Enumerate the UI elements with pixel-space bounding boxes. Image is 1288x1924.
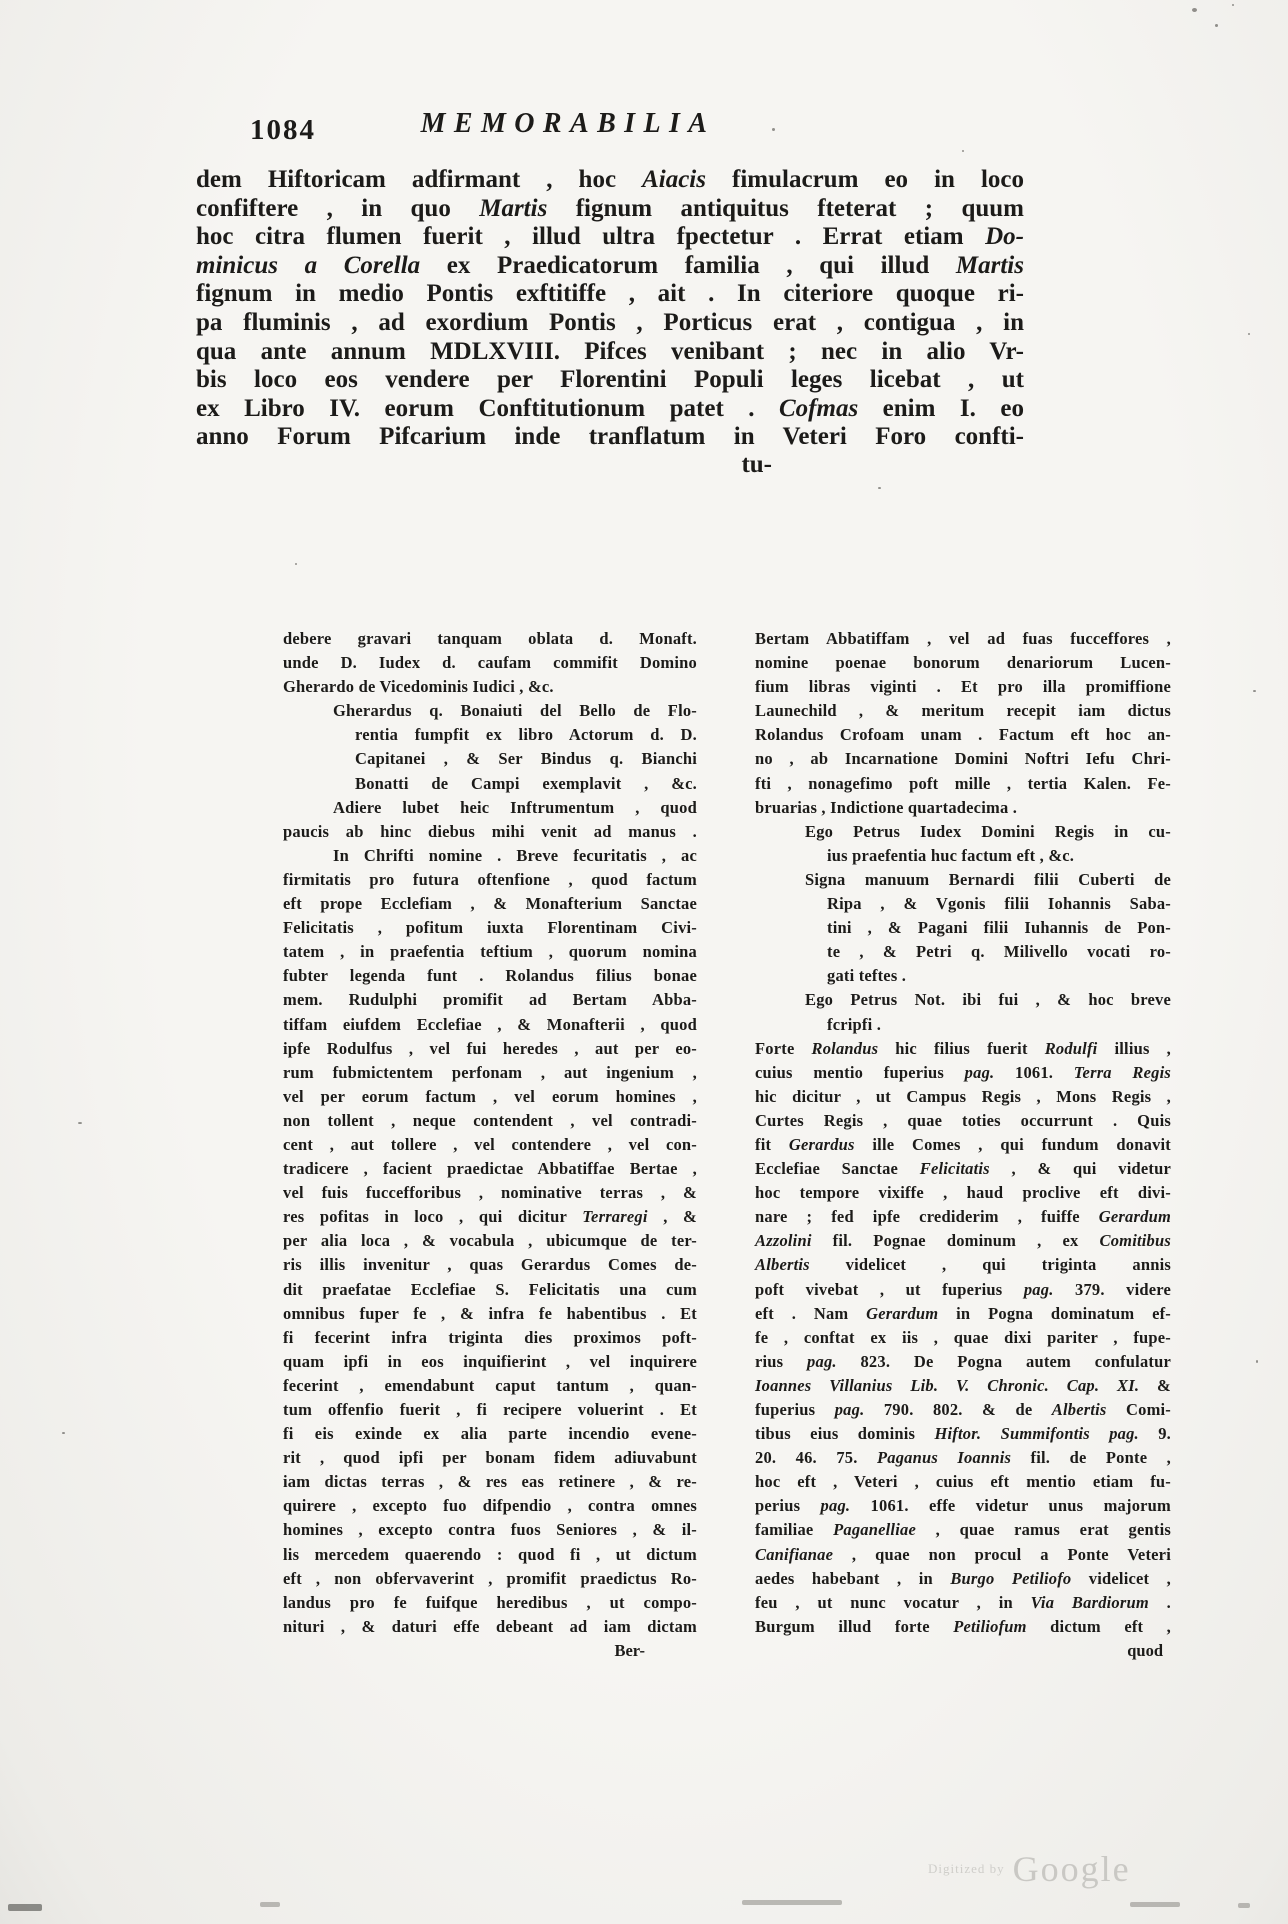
scan-speck	[1248, 333, 1250, 335]
text-line: eft . Nam Gerardum in Pogna dominatum ef-	[755, 1303, 1171, 1323]
text-line: Albertis videlicet , qui triginta annis	[755, 1255, 1171, 1275]
text-line: Ecclefiae Sanctae Felicitatis , & qui videtur	[755, 1159, 1171, 1179]
scan-speck	[78, 1122, 82, 1124]
text-line: quirere , excepto fuo difpendio , contra omnes	[283, 1496, 697, 1516]
scan-smudge	[742, 1900, 842, 1905]
text-line: Adiere lubet heic Inftrumentum , quod	[333, 797, 697, 817]
text-line: rum fubmictentem perfonam , aut ingenium ,	[283, 1062, 697, 1082]
text-line: fti , nonagefimo poft mille , tertia Kalen. Fe-	[755, 773, 1171, 793]
text-line: rentia fumpfit ex libro Actorum d. D.	[355, 725, 697, 745]
text-line: bruarias , Indictione quartadecima .	[755, 797, 1018, 817]
text-line: confiftere , in quo Martis fignum antiquitus fteterat ; quum	[196, 194, 1024, 222]
scan-speck	[1253, 690, 1256, 692]
text-line: perius pag. 1061. effe videtur unus majorum	[755, 1496, 1171, 1516]
text-line: cuius mentio fuperius pag. 1061. Terra Regis	[755, 1062, 1171, 1082]
text-line: Gherardus q. Bonaiuti del Bello de Flo-	[333, 701, 697, 721]
text-line: vel per eorum factum , vel eorum homines ,	[283, 1086, 697, 1106]
text-line: aedes habebant , in Burgo Petiliofo videlicet ,	[755, 1568, 1171, 1588]
text-line: fi eis exinde ex alia parte incendio evene-	[283, 1424, 697, 1444]
text-line: tibus eius dominis Hiftor. Summifontis pag. 9.	[755, 1424, 1171, 1444]
text-line: ipfe Rodulfus , vel fui heredes , aut per eo-	[283, 1038, 697, 1058]
text-line: tini , & Pagani filii Iuhannis de Pon-	[827, 918, 1171, 938]
text-line: gati teftes .	[827, 966, 907, 986]
text-line: Gherardo de Vicedominis Iudici , &c.	[283, 677, 554, 697]
text-line: Launechild , & meritum recepit iam dictus	[755, 701, 1171, 721]
text-line: debere gravari tanquam oblata d. Monaft.	[283, 629, 697, 648]
text-line: te , & Petri q. Milivello vocati ro-	[827, 942, 1171, 962]
text-line: Capitanei , & Ser Bindus q. Bianchi	[355, 749, 697, 769]
text-line: dit praefatae Ecclefiae S. Felicitatis una cum	[283, 1279, 697, 1299]
digitized-by-label: Digitized by	[928, 1861, 1005, 1876]
text-line: hoc citra flumen fuerit , illud ultra fpectetur . Errat etiam Do-	[196, 223, 1024, 251]
text-line: Bertam Abbatiffam , vel ad fuas fucceffores ,	[755, 629, 1171, 648]
text-line: nituri , & daturi effe debeant ad iam dictam	[283, 1616, 697, 1636]
text-line: fubter legenda funt . Rolandus filius bonae	[283, 966, 697, 986]
main-paragraph	[196, 166, 1024, 452]
text-line: eft prope Ecclefiam , & Monafterium Sanctae	[283, 894, 697, 914]
right-column	[755, 627, 1171, 1639]
scan-speck	[962, 150, 964, 152]
text-line: familiae Paganelliae , quae ramus erat gentis	[755, 1520, 1171, 1540]
text-line: Ioannes Villanius Lib. V. Chronic. Cap. XI. &	[755, 1375, 1171, 1395]
text-line: fium libras viginti . Et pro illa promiffione	[755, 677, 1171, 697]
text-line: firmitatis pro futura oftenfione , quod factum	[283, 869, 697, 889]
text-line: ris illis invenitur , quas Gerardus Comes de-	[283, 1255, 697, 1275]
text-line: fuperius pag. 790. 802. & de Albertis Comi-	[755, 1400, 1171, 1419]
text-line: bis loco eos vendere per Florentini Populi leges licebat , ut	[196, 366, 1024, 394]
left-column	[283, 627, 697, 1639]
text-line: landus pro fe fuifque heredibus , ut compo-	[283, 1592, 697, 1612]
main-catchword: tu-	[741, 451, 772, 478]
text-line: vel fuis fuccefforibus , nominative terras , &	[283, 1183, 697, 1203]
text-line: nare ; fed ipfe crediderim , fuiffe Gerardum	[755, 1207, 1171, 1227]
text-line: Bonatti de Campi exemplavit , &c.	[355, 773, 697, 793]
text-line: fignum in medio Pontis exftitiffe , ait . In citeriore quoque ri-	[196, 280, 1024, 308]
scan-speck	[295, 563, 297, 565]
scan-speck	[1192, 8, 1197, 12]
text-line: ius praefentia huc factum eft , &c.	[827, 845, 1075, 865]
text-line: tiffam eiufdem Ecclefiae , & Monafterii , quod	[283, 1014, 697, 1034]
right-column-catchword: quod	[1127, 1641, 1163, 1660]
text-line: paucis ab hinc diebus mihi venit ad manus .	[283, 821, 697, 841]
text-line: poft vivebat , ut fuperius pag. 379. videre	[755, 1279, 1171, 1299]
text-line: fcripfi .	[827, 1014, 882, 1034]
scan-speck	[1232, 4, 1234, 6]
scan-smudge	[1130, 1902, 1180, 1907]
scan-speck	[1215, 24, 1218, 27]
google-watermark	[928, 1848, 1131, 1890]
text-line: 20. 46. 75. Paganus Ioannis fil. de Ponte ,	[755, 1448, 1171, 1468]
text-line: tradicere , facient praedictae Abbatiffae Bertae ,	[283, 1159, 697, 1179]
text-line: anno Forum Pifcarium inde tranflatum in Veteri Foro confti-	[196, 423, 1024, 451]
left-column-catchword: Ber-	[614, 1641, 645, 1660]
text-line: unde D. Iudex d. caufam commifit Domino	[283, 653, 697, 673]
text-line: Signa manuum Bernardi filii Cuberti de	[805, 869, 1171, 889]
scan-smudge	[8, 1904, 42, 1911]
text-line: fe , conftat ex iis , quae dixi pariter , fupe-	[755, 1327, 1171, 1347]
scan-speck	[878, 487, 881, 489]
page-number: 1084	[250, 114, 316, 146]
text-line: eft , non obfervaverint , promifit praedictus Ro-	[283, 1568, 697, 1588]
text-line: homines , excepto contra fuos Seniores , & il-	[283, 1520, 697, 1540]
text-line: hic dicitur , ut Campus Regis , Mons Regis ,	[755, 1086, 1171, 1106]
text-line: Curtes Regis , quae toties occurrunt . Quis	[755, 1110, 1171, 1130]
text-line: qua ante annum MDLXVIII. Pifces venibant ; nec in alio Vr-	[196, 337, 1024, 365]
text-line: iam dictas terras , & res eas retinere , & re-	[283, 1472, 697, 1492]
text-line: feu , ut nunc vocatur , in Via Bardiorum .	[755, 1592, 1171, 1612]
scan-speck	[1256, 1360, 1258, 1363]
text-line: Rolandus Crofoam unam . Factum eft hoc an-	[755, 725, 1171, 745]
text-line: quam ipfi in eos inquifierint , vel inquirere	[283, 1351, 697, 1371]
text-line: cent , aut tollere , vel contendere , vel con-	[283, 1134, 697, 1154]
text-line: In Chrifti nomine . Breve fecuritatis , ac	[333, 845, 697, 865]
text-line: rit , quod ipfi per bonam fidem adiuvabunt	[283, 1448, 697, 1468]
google-logo: Google	[1012, 1849, 1131, 1889]
text-line: Felicitatis , pofitum iuxta Florentinam Civi-	[283, 918, 697, 938]
scan-smudge	[260, 1902, 280, 1907]
text-line: hoc tempore vixiffe , haud proclive eft divi-	[755, 1183, 1171, 1203]
scan-smudge	[1238, 1903, 1250, 1908]
text-line: ex Libro IV. eorum Conftitutionum patet . Cofmas enim I. eo	[196, 394, 1024, 422]
text-line: pa fluminis , ad exordium Pontis , Porticus erat , contigua , in	[196, 308, 1024, 336]
text-line: dem Hiftoricam adfirmant , hoc Aiacis fimulacrum eo in loco	[196, 166, 1025, 193]
text-line: fi fecerint infra triginta dies proximos poft-	[283, 1327, 697, 1347]
text-line: Ripa , & Vgonis filii Iohannis Saba-	[827, 894, 1171, 914]
text-line: no , ab Incarnatione Domini Noftri Iefu Chri-	[755, 749, 1171, 769]
text-line: non tollent , neque contendent , vel contradi-	[283, 1110, 697, 1130]
text-line: mem. Rudulphi promifit ad Bertam Abba-	[283, 990, 697, 1010]
text-line: minicus a Corella ex Praedicatorum familia , qui illud Martis	[196, 251, 1024, 279]
text-line: fecerint , emendabunt caput tantum , quan-	[283, 1375, 697, 1395]
text-line: Azzolini fil. Pognae dominum , ex Comitibus	[755, 1231, 1171, 1251]
text-line: Burgum illud forte Petiliofum dictum eft ,	[755, 1616, 1171, 1636]
text-line: Forte Rolandus hic filius fuerit Rodulfi illius ,	[755, 1038, 1171, 1058]
text-line: Ego Petrus Iudex Domini Regis in cu-	[805, 821, 1171, 841]
text-line: res pofitas in loco , qui dicitur Terraregi , &	[283, 1207, 698, 1227]
text-line: nomine poenae bonorum denariorum Lucen-	[755, 653, 1171, 673]
text-line: Canifianae , quae non procul a Ponte Veteri	[755, 1544, 1171, 1564]
text-line: fit Gerardus ille Comes , qui fundum donavit	[755, 1134, 1172, 1154]
text-line: hoc eft , Veteri , cuius eft mentio etiam fu-	[755, 1472, 1171, 1492]
scan-speck	[62, 1432, 65, 1434]
text-line: omnibus fuper fe , & infra fe habentibus . Et	[283, 1303, 697, 1323]
text-line: tum offenfio fuerit , fi recipere voluerint . Et	[283, 1400, 697, 1419]
text-line: Ego Petrus Not. ibi fui , & hoc breve	[805, 990, 1171, 1010]
text-line: tatem , in praefentia teftium , quorum nomina	[283, 942, 697, 962]
page-title: MEMORABILIA	[420, 108, 716, 139]
text-line: rius pag. 823. De Pogna autem confulatur	[755, 1351, 1171, 1371]
text-line: per alia loca , & vocabula , ubicumque de ter-	[283, 1231, 697, 1251]
text-line: lis mercedem quaerendo : quod fi , ut dictum	[283, 1544, 697, 1564]
scan-speck	[772, 128, 775, 131]
